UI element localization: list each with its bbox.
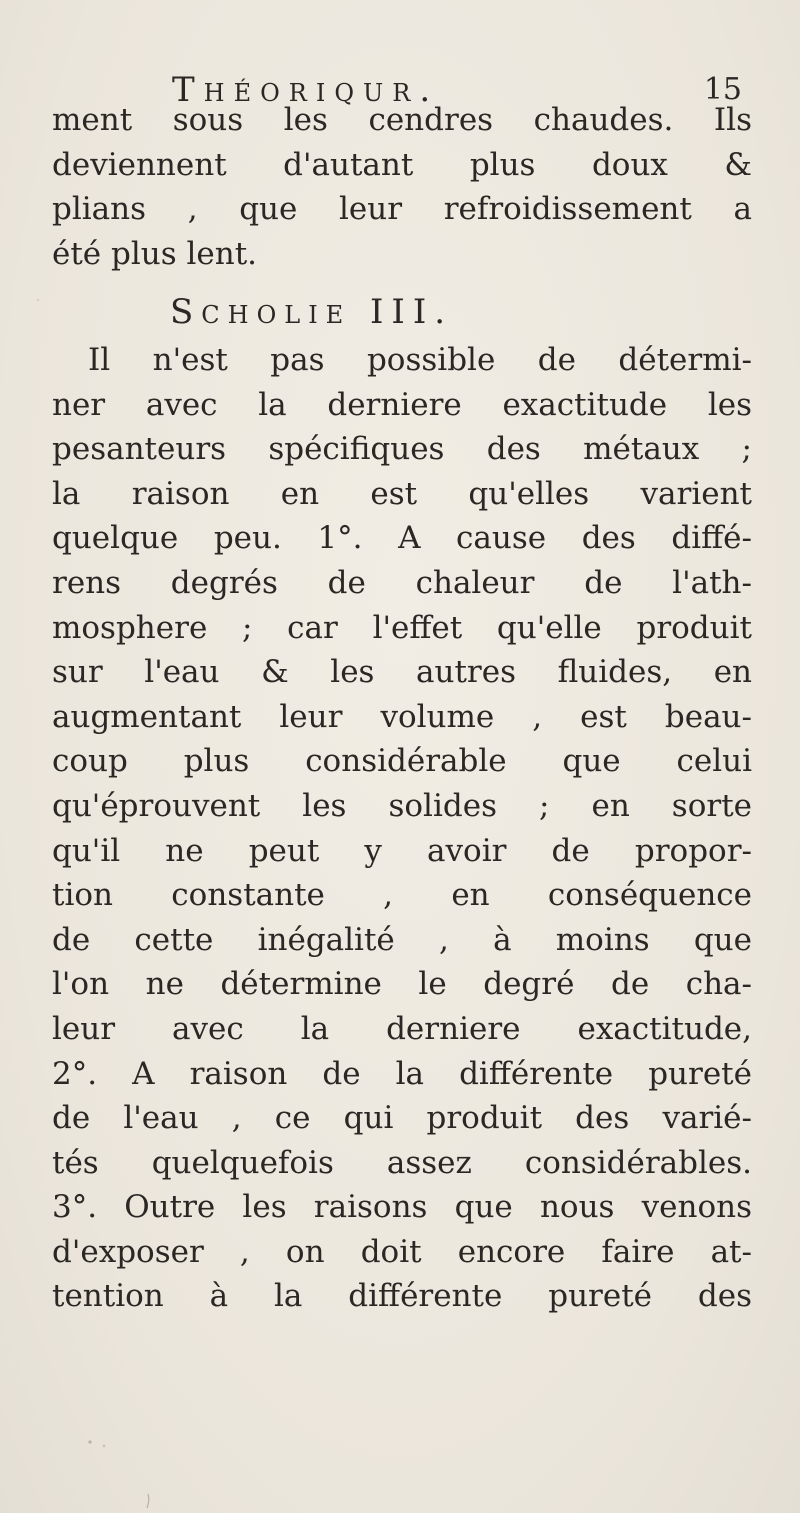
text-line: Il n'est pas possible de détermi- bbox=[88, 342, 752, 378]
text-line: sur l'eau & les autres fluides, en bbox=[52, 654, 752, 691]
text-line: de cette inégalité , à moins que bbox=[52, 921, 752, 958]
text-line: pesanteurs spécifiques des métaux ; bbox=[52, 431, 752, 468]
page-number: 15 bbox=[703, 72, 742, 107]
text-line: ment sous les cendres chaudes. Ils bbox=[52, 102, 752, 138]
text-line: été plus lent. bbox=[52, 235, 258, 272]
text-line: 2°. A raison de la différente pureté bbox=[52, 1055, 752, 1092]
text-line: tention à la différente pureté des bbox=[52, 1278, 752, 1315]
text-line: leur avec la derniere exactitude, bbox=[52, 1010, 752, 1047]
text-line: d'exposer , on doit encore faire at- bbox=[52, 1233, 752, 1270]
text-line: mosphere ; car l'effet qu'elle produit bbox=[52, 609, 752, 646]
text-line: 3°. Outre les raisons que nous venons bbox=[52, 1189, 752, 1226]
text-line: deviennent d'autant plus doux & bbox=[52, 146, 752, 183]
text-line: rens degrés de chaleur de l'ath- bbox=[52, 564, 752, 601]
text-line: qu'il ne peut y avoir de propor- bbox=[52, 832, 752, 869]
text-line: la raison en est qu'elles varient bbox=[52, 475, 752, 512]
text-line: augmentant leur volume , est beau- bbox=[52, 698, 752, 735]
running-title: Théoriqur. bbox=[172, 70, 440, 110]
text-line: tion constante , en conséquence bbox=[52, 877, 752, 914]
text-line: de l'eau , ce qui produit des varié- bbox=[52, 1100, 752, 1137]
text-line: plians , que leur refroidissement a bbox=[52, 191, 752, 228]
section-heading: Scholie III. bbox=[170, 292, 454, 332]
text-line: qu'éprouvent les solides ; en sorte bbox=[52, 787, 752, 824]
text-line: ner avec la derniere exactitude les bbox=[52, 386, 752, 423]
text-line: l'on ne détermine le degré de cha- bbox=[52, 966, 752, 1003]
text-line: tés quelquefois assez considérables. bbox=[52, 1144, 752, 1181]
text-line: coup plus considérable que celui bbox=[52, 743, 752, 780]
text-line: quelque peu. 1°. A cause des diffé- bbox=[52, 520, 752, 557]
